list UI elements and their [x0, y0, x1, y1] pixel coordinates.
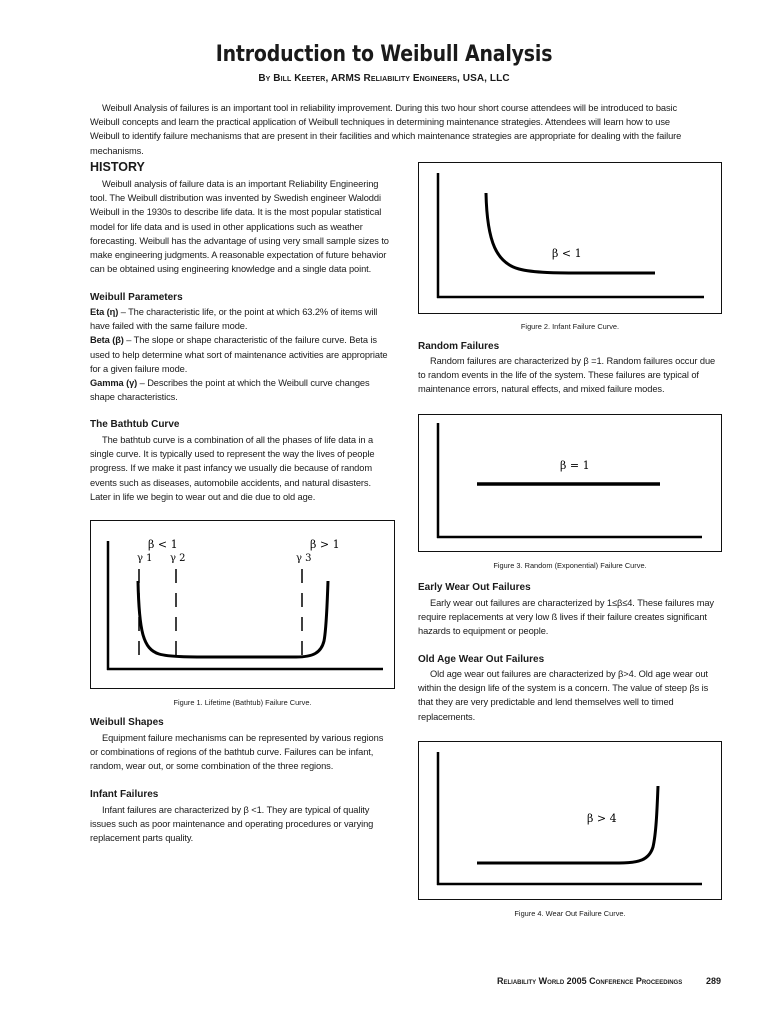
parameters-heading: Weibull Parameters	[90, 292, 183, 303]
figure-1-bathtub-curve	[90, 520, 395, 689]
beta-text: – The slope or shape characteristic of the failure curve. Beta is used to help determine what sort of maintenance activities are appropriate for a given failure mode.	[90, 335, 388, 374]
fig2-label: β < 1	[552, 247, 582, 260]
random-curve-graphic	[419, 415, 720, 550]
figure-1-caption: Figure 1. Lifetime (Bathtub) Failure Curve.	[173, 698, 312, 707]
infant-heading: Infant Failures	[90, 789, 159, 800]
wearout-curve-graphic	[419, 742, 720, 898]
eta-term: Eta (η)	[90, 307, 119, 317]
byline	[0, 73, 768, 84]
footer-journal-text: Reliability World 2005 Conference Proceedings	[497, 976, 683, 986]
beta-definition	[90, 333, 392, 376]
figure-3-random-curve	[418, 414, 722, 552]
bathtub-paragraph: The bathtub curve is a combination of all the phases of life data in a single curve. It is typically used to represent the way the lives of people progress. If we make it past infancy we usually die because of random events such as diseases, automobile accidents, and natural disasters. Later in life we begin to wear out and die due to old age.	[90, 435, 375, 502]
oldage-paragraph: Old age wear out failures are characterized by β>4. Old age wear out within the design life of the system is a concern. The value of steep βs is that they are very predictable and lend themselves well to timed replacements.	[418, 669, 709, 722]
gamma-text: – Describes the point at which the Weibull curve changes shape characteristics.	[90, 378, 370, 403]
random-heading: Random Failures	[418, 341, 500, 352]
fig4-label: β > 4	[587, 812, 617, 825]
history-paragraph: Weibull analysis of failure data is an important Reliability Engineering tool. The Weibull distribution was invented by Swedish engineer Waloddi Weibull in the 1930s to describe life data. It is the most popular statistical model for life data and is used in other applications such as weather forecasting. Weibull has the advantage of using very small sample sizes to make engineering judgments. A reasonable expectation of future behavior can be obtained using engineering knowledge and a single data point.	[90, 179, 389, 275]
byline-text: By Bill Keeter, ARMS Reliability Engineers, USA, LLC	[258, 73, 510, 84]
footer-journal	[497, 976, 682, 986]
gamma-definition	[90, 376, 392, 404]
history-heading: HISTORY	[90, 160, 145, 174]
figure-2-infant-curve	[418, 162, 722, 314]
figure-4-wearout-curve	[418, 741, 722, 900]
infant-curve-graphic	[419, 163, 720, 312]
page-title: Introduction to Weibull Analysis	[215, 42, 553, 67]
oldage-heading: Old Age Wear Out Failures	[418, 654, 545, 665]
figure-4-caption: Figure 4. Wear Out Failure Curve.	[514, 909, 626, 918]
fig1-beta-lt-label: β < 1	[148, 538, 178, 551]
shapes-heading: Weibull Shapes	[90, 717, 164, 728]
fig1-beta-gt-label: β > 1	[310, 538, 340, 551]
beta-term: Beta (β)	[90, 335, 124, 346]
fig3-label: β = 1	[560, 459, 590, 472]
fig1-bathtub-curve	[138, 581, 328, 657]
eta-text: – The characteristic life, or the point at which 63.2% of items will have failed with the same failure mode.	[90, 307, 378, 332]
fig1-gamma2-label: γ 2	[170, 553, 186, 564]
random-paragraph: Random failures are characterized by β =1. Random failures occur due to random events in the life of the system. These failures are typical of maintenance errors, natural effects, and mixed failure modes.	[418, 356, 716, 395]
shapes-paragraph: Equipment failure mechanisms can be represented by various regions or combinations of regions of the bathtub curve. Failures can be infant, random, wear out, or some combination of the three regions.	[90, 733, 384, 772]
fig4-wearout-curve	[477, 786, 658, 863]
eta-definition	[90, 305, 392, 333]
parameters-list	[90, 305, 392, 404]
gamma-term: Gamma (γ)	[90, 378, 138, 389]
intro-paragraph: Weibull Analysis of failures is an important tool in reliability improvement. During this two hour short course attendees will be introduced to basic Weibull concepts and learn the practical application of Weibull techniques in determining maintenance strategies. Attendees will learn how to use Weibull to identify failure mechanisms that are present in their facilities and which maintenance strategies are appropriate for dealing with the failure mechanisms.	[90, 103, 682, 156]
fig2-infant-curve	[486, 193, 655, 273]
early-wearout-heading: Early Wear Out Failures	[418, 582, 531, 593]
figure-2-caption: Figure 2. Infant Failure Curve.	[520, 322, 620, 331]
figure-3-caption: Figure 3. Random (Exponential) Failure Curve.	[493, 561, 647, 570]
infant-paragraph: Infant failures are characterized by β <1. They are typical of quality issues such as poor maintenance and operating procedures or varying replacement parts quality.	[90, 805, 374, 844]
page-number: 289	[706, 976, 722, 986]
fig1-gamma1-label: γ 1	[137, 553, 153, 564]
bathtub-heading: The Bathtub Curve	[90, 419, 180, 430]
fig1-gamma3-label: γ 3	[296, 553, 312, 564]
bathtub-curve-graphic	[91, 521, 393, 687]
early-wearout-paragraph: Early wear out failures are characterized by 1≤β≤4. These failures may require replacements at very low ß lives if their failure creates significant hazards to equipment or people.	[418, 598, 714, 637]
